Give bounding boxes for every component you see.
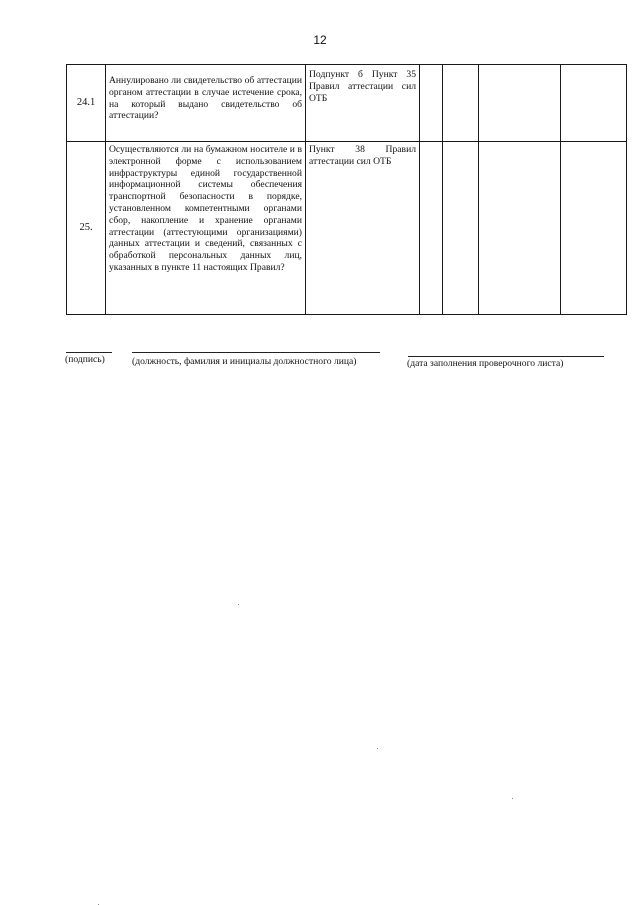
scan-speck bbox=[512, 798, 513, 799]
position-caption: (должность, фамилия и инициалы должностного лица) bbox=[132, 356, 357, 367]
answer-cell-yes bbox=[420, 65, 443, 142]
reference-cell: Подпункт б Пункт 35 Правил аттестации сил ОТБ bbox=[306, 65, 420, 142]
row-number: 24.1 bbox=[67, 65, 106, 142]
signature-line bbox=[66, 352, 112, 353]
notes-cell bbox=[561, 142, 627, 315]
table-row bbox=[67, 65, 627, 142]
date-caption: (дата заполнения проверочного листа) bbox=[407, 358, 564, 369]
question-cell: Аннулировано ли свидетельство об аттестации органом аттестации в случае истечение срока, на который выдано свидетельство об аттестации? bbox=[106, 65, 306, 142]
answer-cell-na bbox=[479, 142, 561, 315]
scan-speck bbox=[377, 748, 378, 749]
answer-cell-na bbox=[479, 65, 561, 142]
reference-cell: Пункт 38 Правил аттестации сил ОТБ bbox=[306, 142, 420, 315]
notes-cell bbox=[561, 65, 627, 142]
scan-speck bbox=[238, 604, 239, 605]
page-number: 12 bbox=[313, 33, 327, 47]
answer-cell-yes bbox=[420, 142, 443, 315]
date-line bbox=[408, 356, 604, 357]
answer-cell-no bbox=[443, 142, 479, 315]
row-number: 25. bbox=[67, 142, 106, 315]
checklist-table bbox=[66, 64, 627, 315]
question-cell: Осуществляются ли на бумажном носителе и в электронной форме с использованием инфраструктуры единой государственной информационной системы обеспечения транспортной безопасности в порядке, установленном компетентными органами сбор, накопление и хранение органами аттестации (аттестующими организациями) данных аттестации и сведений, связанных с обработкой персональных данных лиц, указанных в пункте 11 настоящих Правил? bbox=[106, 142, 306, 315]
signature-caption: (подпись) bbox=[65, 354, 105, 365]
position-line bbox=[132, 352, 380, 353]
answer-cell-no bbox=[443, 65, 479, 142]
table-row bbox=[67, 142, 627, 315]
